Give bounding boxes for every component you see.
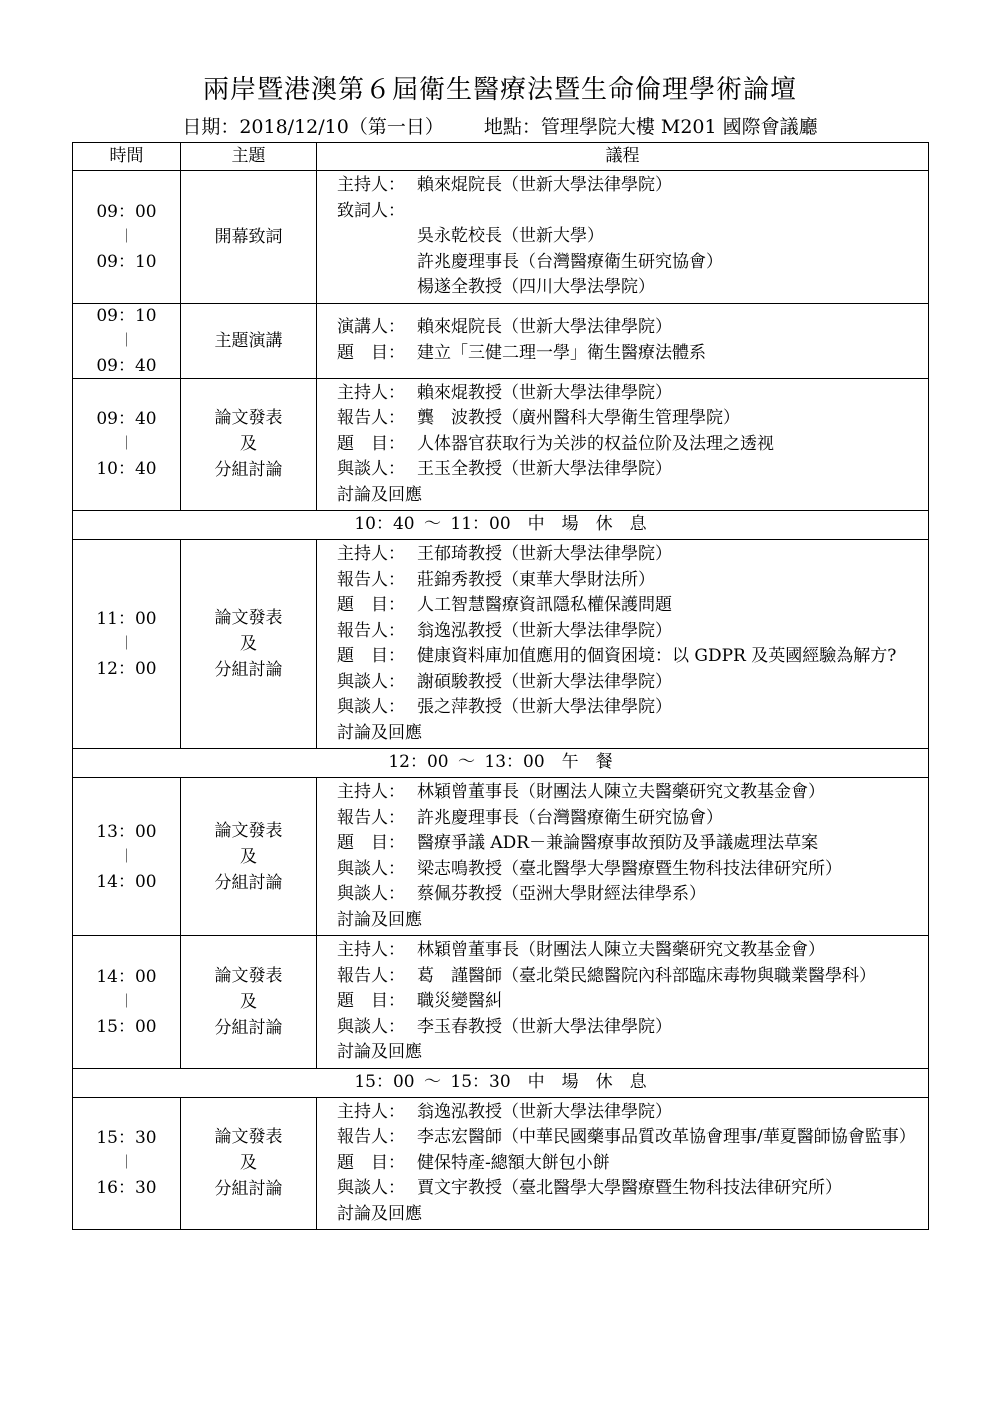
agenda-line [337,457,924,483]
topic-line: 論文發表 [214,1127,283,1148]
column-header-topic: 主題 [181,143,317,171]
agenda-text: 人体器官获取行为关涉的权益位阶及法理之透视 [417,433,774,454]
agenda-role: 與談人： [337,671,405,692]
session-end-time: 09：40 [96,355,157,376]
agenda-line [337,721,924,747]
session-start-time: 09：40 [96,409,157,430]
agenda-text: 莊錦秀教授（東華大學財法所） [417,569,655,590]
session-topic [181,171,317,304]
agenda-text: 人工智慧醫療資訊隱私權保護問題 [417,595,672,615]
agenda-text: 王郁琦教授（世新大學法律學院） [417,544,672,564]
agenda-line [337,670,924,696]
agenda-role: 報告人： [337,569,405,590]
topic-line: 及 [240,434,257,455]
break-row [73,1068,929,1097]
topic-line: 分組討論 [214,460,283,481]
session-end-time: 12：00 [96,659,157,679]
agenda-text: 健康資料庫加值應用的個資困境：以 GDPR 及英國經驗為解方? [417,646,897,666]
topic-line: 論文發表 [214,965,283,986]
session-row [73,303,929,378]
agenda-role: 與談人： [337,884,405,904]
agenda-role: 題 目： [337,342,405,363]
agenda-role [337,275,417,301]
session-row [73,936,929,1069]
agenda-role: 報告人： [337,620,405,641]
agenda-text: 龔 波教授（廣州醫科大學衛生管理學院） [417,408,740,428]
agenda-line [337,882,924,908]
session-topic [181,540,317,749]
time-separator: ｜ [119,636,134,652]
session-start-time: 09：10 [96,305,157,326]
agenda-text: 討論及回應 [337,722,422,743]
agenda-line [337,406,924,432]
agenda-line [337,1040,924,1066]
agenda-role: 題 目： [337,646,405,666]
time-separator: ｜ [119,1155,134,1172]
agenda-line [337,315,924,341]
topic-line: 論文發表 [214,408,283,429]
agenda-line [337,780,924,806]
agenda-line [337,989,924,1015]
agenda-text: 李玉春教授（世新大學法律學院） [417,1016,672,1037]
session-agenda [317,378,929,511]
topic-line: 論文發表 [214,608,283,628]
agenda-text: 張之萍教授（世新大學法律學院） [417,697,672,717]
topic-line: 及 [240,846,257,867]
agenda-role: 與談人： [337,697,405,717]
agenda-text: 許兆慶理事長（台灣醫療衛生研究協會） [417,251,723,272]
agenda-role: 報告人： [337,1127,405,1147]
agenda-text: 蔡佩芬教授（亞洲大學財經法律學系） [417,884,706,904]
topic-line: 及 [240,991,257,1012]
session-time [73,778,181,936]
agenda-text: 林穎曾董事長（財團法人陳立夫醫藥研究文教基金會） [417,940,825,960]
agenda-text: 賴來焜院長（世新大學法律學院） [417,317,672,337]
agenda-text: 建立「三健二理一學」衛生醫療法體系 [417,342,706,363]
topic-line: 開幕致詞 [214,226,283,247]
break-cell: 12：00 ～ 13：00 午 餐 [73,749,929,778]
topic-line: 分組討論 [214,1017,283,1038]
session-row [73,171,929,304]
agenda-line [337,964,924,990]
agenda-line [337,1202,924,1228]
agenda-line [337,224,924,250]
break-row [73,749,929,778]
agenda-text: 王玉全教授（世新大學法律學院） [417,459,672,479]
agenda-role: 主持人： [337,1101,405,1122]
agenda-text: 討論及回應 [337,1042,422,1062]
agenda-role [337,224,417,250]
session-agenda [317,303,929,378]
agenda-role: 主持人： [337,940,405,960]
break-row [73,511,929,540]
agenda-text: 健保特產-總額大餅包小餅 [417,1152,610,1173]
agenda-text: 賴來焜教授（世新大學法律學院） [417,382,672,403]
session-time [73,171,181,304]
agenda-line [337,1100,924,1126]
agenda-text: 梁志鳴教授（臺北醫學大學醫療暨生物科技法律研究所） [417,858,842,879]
agenda-line [337,1015,924,1041]
session-end-time: 15：00 [96,1016,157,1037]
session-row [73,778,929,936]
agenda-role: 題 目： [337,991,405,1011]
agenda-role [337,250,417,276]
session-agenda [317,1097,929,1230]
agenda-role: 主持人： [337,782,405,802]
agenda-role: 與談人： [337,459,405,479]
agenda-text: 職災變醫糾 [417,991,502,1011]
session-start-time: 13：00 [96,821,157,842]
agenda-line [337,908,924,934]
agenda-text: 吳永乾校長（世新大學） [417,226,604,246]
agenda-line [337,644,924,670]
agenda-role: 報告人： [337,408,405,428]
agenda-role: 主持人： [337,544,405,564]
session-end-time: 10：40 [96,459,157,480]
agenda-text: 賴來焜院長（世新大學法律學院） [417,175,672,195]
session-row [73,1097,929,1230]
session-time [73,303,181,378]
agenda-line [337,593,924,619]
agenda-line [337,806,924,832]
agenda-text: 翁逸泓教授（世新大學法律學院） [417,620,672,641]
time-separator: ｜ [119,436,134,453]
agenda-role: 與談人： [337,1016,405,1037]
agenda-line [337,831,924,857]
agenda-line [337,199,924,225]
session-agenda [317,778,929,936]
agenda-text: 林穎曾董事長（財團法人陳立夫醫藥研究文教基金會） [417,782,825,802]
agenda-line [337,1176,924,1202]
session-agenda [317,540,929,749]
session-topic [181,936,317,1069]
agenda-role: 題 目： [337,1152,405,1173]
agenda-line [337,1151,924,1177]
session-row [73,540,929,749]
agenda-text: 討論及回應 [337,909,422,930]
break-cell: 15：00 ～ 15：30 中 場 休 息 [73,1068,929,1097]
session-start-time: 15：30 [96,1128,157,1149]
agenda-line [337,341,924,367]
agenda-role: 演講人： [337,317,405,337]
time-separator: ｜ [119,848,134,865]
agenda-text: 李志宏醫師（中華民國藥事品質改革協會理事/華夏醫師協會監事） [417,1127,916,1147]
event-venue: 地點：管理學院大樓 M201 國際會議廳 [483,116,818,138]
session-time [73,936,181,1069]
topic-line: 分組討論 [214,660,283,680]
agenda-role: 主持人： [337,382,405,403]
topic-line: 分組討論 [214,872,283,893]
column-header-agenda: 議程 [317,143,929,171]
session-agenda [317,936,929,1069]
agenda-text: 討論及回應 [337,484,422,505]
session-time [73,540,181,749]
session-end-time: 16：30 [96,1178,157,1199]
agenda-text: 謝碩駿教授（世新大學法律學院） [417,671,672,692]
agenda-line [337,1125,924,1151]
session-start-time: 09：00 [96,201,157,222]
session-row [73,378,929,511]
session-topic [181,1097,317,1230]
agenda-line [337,250,924,276]
session-topic [181,778,317,936]
column-header-time: 時間 [73,143,181,171]
agenda-line [337,275,924,301]
agenda-line [337,619,924,645]
event-date: 日期：2018/12/10（第一日） [182,116,444,138]
table-header-row [73,143,929,171]
agenda-line [337,568,924,594]
agenda-line [337,173,924,199]
agenda-text: 葛 謹醫師（臺北榮民總醫院內科部臨床毒物與職業醫學科） [417,965,876,986]
agenda-text: 賈文宇教授（臺北醫學大學醫療暨生物科技法律研究所） [417,1178,842,1198]
agenda-role: 題 目： [337,833,405,853]
break-cell: 10：40 ～ 11：00 中 場 休 息 [73,511,929,540]
agenda-line [337,695,924,721]
agenda-text: 討論及回應 [337,1203,422,1224]
agenda-line [337,432,924,458]
agenda-role: 與談人： [337,1178,405,1198]
agenda-role: 報告人： [337,807,405,828]
agenda-line [337,542,924,568]
topic-line: 分組討論 [214,1179,283,1200]
agenda-role: 主持人： [337,175,405,195]
agenda-line [337,381,924,407]
agenda-line [337,483,924,509]
agenda-text [417,199,924,225]
agenda-text: 許兆慶理事長（台灣醫療衛生研究協會） [417,807,723,828]
session-topic [181,378,317,511]
session-time [73,1097,181,1230]
agenda-role: 題 目： [337,595,405,615]
date-venue-line [72,112,928,142]
agenda-role: 題 目： [337,433,405,454]
schedule-body [73,171,929,1230]
session-start-time: 14：00 [96,966,157,987]
session-end-time: 09：10 [96,251,157,272]
topic-line: 主題演講 [214,330,283,351]
session-agenda [317,171,929,304]
session-topic [181,303,317,378]
agenda-line [337,857,924,883]
agenda-role: 致詞人： [337,200,405,221]
agenda-line [337,938,924,964]
time-separator: ｜ [119,228,134,245]
agenda-text: 楊遂全教授（四川大學法學院） [417,277,655,297]
session-end-time: 14：00 [96,871,157,892]
agenda-text: 翁逸泓教授（世新大學法律學院） [417,1101,672,1122]
session-start-time: 11：00 [96,609,157,629]
topic-line: 及 [240,634,257,654]
agenda-role: 與談人： [337,858,405,879]
page-title: 兩岸暨港澳第６屆衛生醫療法暨生命倫理學術論壇 [202,75,797,105]
topic-line: 論文發表 [214,820,283,841]
schedule-table [72,142,929,1230]
agenda-role: 報告人： [337,965,405,986]
topic-line: 及 [240,1153,257,1174]
time-separator: ｜ [119,332,134,349]
time-separator: ｜ [119,993,134,1010]
agenda-text: 醫療爭議 ADR－兼論醫療事故預防及爭議處理法草案 [417,833,819,853]
session-time [73,378,181,511]
